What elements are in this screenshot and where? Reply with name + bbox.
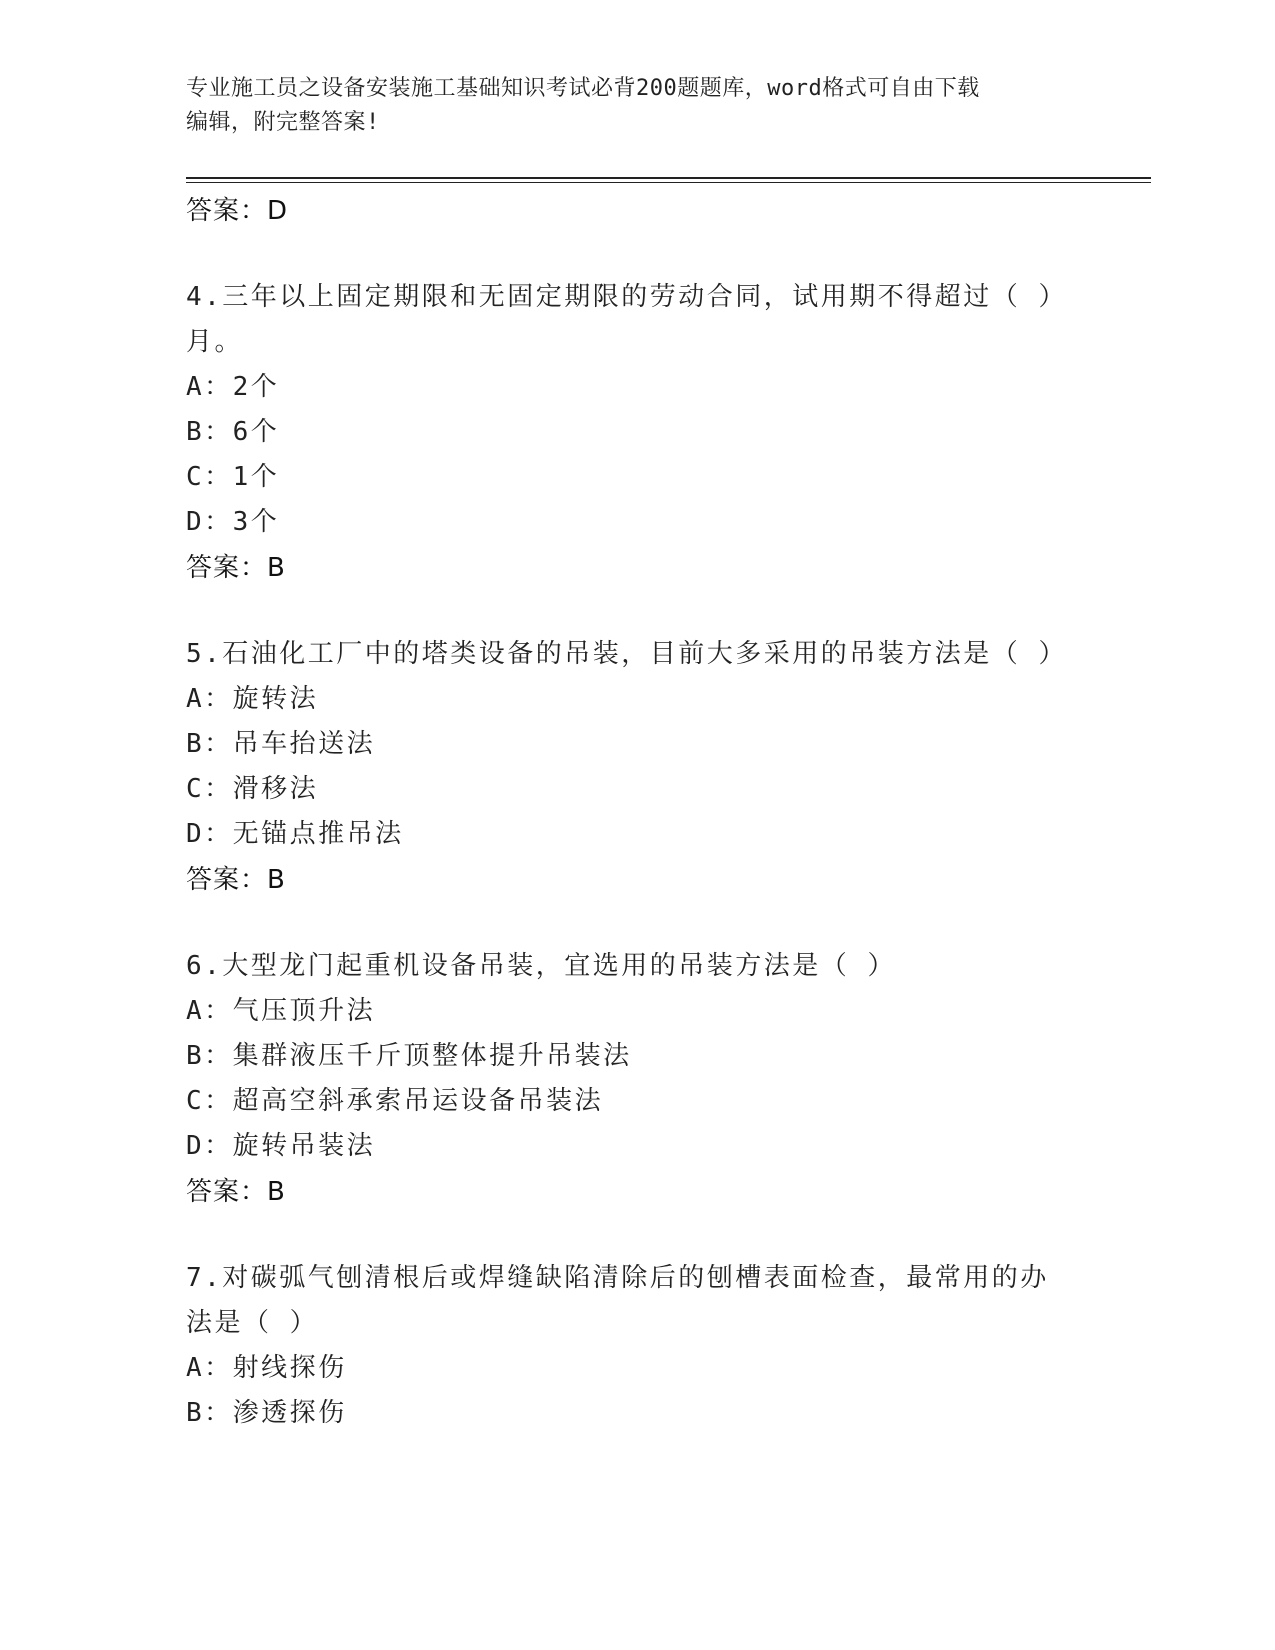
answer-line: 答案：D <box>186 196 289 226</box>
option-a: A：射线探伤 <box>186 1353 347 1383</box>
question-stem-line: 7.对碳弧气刨清根后或焊缝缺陷清除后的刨槽表面检查，最常用的办 <box>186 1263 1049 1293</box>
document-header <box>186 72 1086 140</box>
question-stem <box>186 632 1086 677</box>
question-stem-line: 法是（ ） <box>186 1308 319 1338</box>
header-divider-thin <box>186 182 1151 183</box>
option-b: B：吊车抬送法 <box>186 729 376 759</box>
question-list <box>186 188 1086 1436</box>
option-b: B：渗透探伤 <box>186 1398 347 1428</box>
question-stem <box>186 1256 1086 1346</box>
question-stem-line: 月。 <box>186 327 244 357</box>
question-item <box>186 944 1086 1215</box>
header-line-1: 专业施工员之设备安装施工基础知识考试必背200题题库，word格式可自由下载 <box>186 76 980 101</box>
option-c: C：1个 <box>186 462 280 492</box>
question-stem-line: 5.石油化工厂中的塔类设备的吊装，目前大多采用的吊装方法是（ ） <box>186 639 1067 669</box>
option-a: A：旋转法 <box>186 684 319 714</box>
answer-line: 答案：B <box>186 553 286 583</box>
option-a: A：2个 <box>186 372 280 402</box>
option-a: A：气压顶升法 <box>186 996 376 1026</box>
option-d: D：3个 <box>186 507 280 537</box>
question-stem <box>186 944 1086 989</box>
question-item <box>186 1256 1086 1436</box>
question-stem-line: 6.大型龙门起重机设备吊装，宜选用的吊装方法是（ ） <box>186 951 896 981</box>
header-line-2: 编辑，附完整答案! <box>186 110 380 135</box>
answer-line: 答案：B <box>186 1177 286 1207</box>
question-stem <box>186 275 1086 365</box>
option-c: C：滑移法 <box>186 774 319 804</box>
option-d: D：旋转吊装法 <box>186 1131 376 1161</box>
option-c: C：超高空斜承索吊运设备吊装法 <box>186 1086 604 1116</box>
option-b: B：6个 <box>186 417 280 447</box>
option-b: B：集群液压千斤顶整体提升吊装法 <box>186 1041 632 1071</box>
answer-line: 答案：B <box>186 865 286 895</box>
option-d: D：无锚点推吊法 <box>186 819 404 849</box>
question-stem-line: 4.三年以上固定期限和无固定期限的劳动合同，试用期不得超过（ ） <box>186 282 1067 312</box>
question-item <box>186 632 1086 903</box>
header-divider-thick <box>186 177 1151 179</box>
question-item <box>186 275 1086 591</box>
